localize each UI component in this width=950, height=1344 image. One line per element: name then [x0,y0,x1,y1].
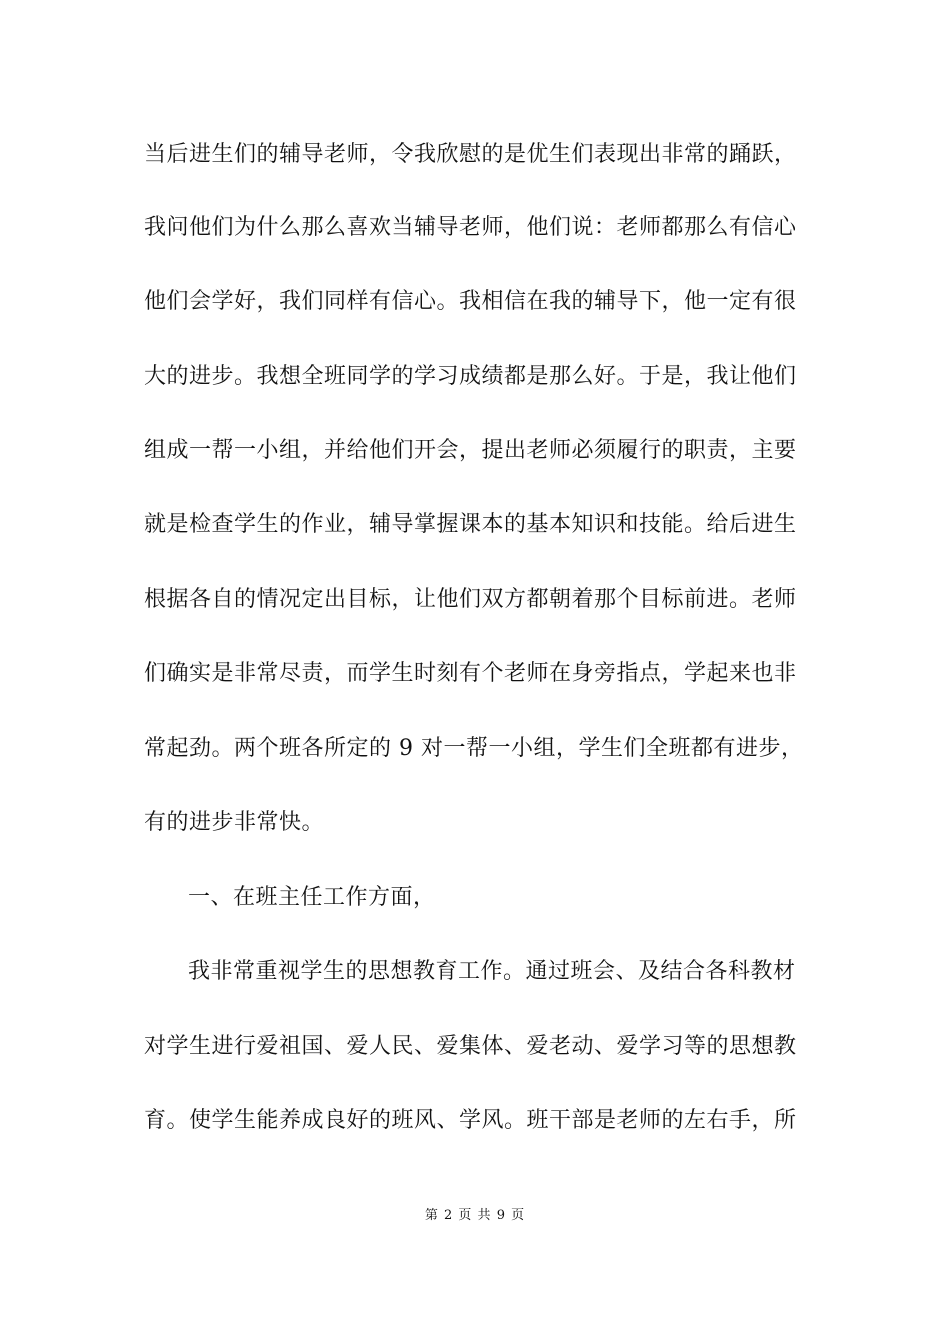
paragraph-line: 常起劲。两个班各所定的 9 对一帮一小组，学生们全班都有进步， [144,736,804,761]
paragraph-line: 们确实是非常尽责，而学生时刻有个老师在身旁指点，学起来也非 [144,661,797,686]
paragraph-line: 当后进生们的辅导老师，令我欣慰的是优生们表现出非常的踊跃， [144,142,797,167]
paragraph-line: 有的进步非常快。 [144,810,325,835]
paragraph-line: 育。使学生能养成良好的班风、学风。班干部是老师的左右手，所 [144,1108,797,1133]
paragraph-line: 大的进步。我想全班同学的学习成绩都是那么好。于是，我让他们 [144,364,797,389]
page-number-footer: 第 2 页 共 9 页 [424,1208,526,1223]
paragraph-line: 我问他们为什么那么喜欢当辅导老师，他们说：老师都那么有信心 [144,215,797,240]
paragraph-line: 根据各自的情况定出目标，让他们双方都朝着那个目标前进。老师 [144,587,797,612]
section-heading: 一、在班主任工作方面， [188,885,436,910]
paragraph-line: 我非常重视学生的思想教育工作。通过班会、及结合各科教材 [188,959,796,984]
paragraph-line: 就是检查学生的作业，辅导掌握课本的基本知识和技能。给后进生 [144,512,797,537]
paragraph-line: 组成一帮一小组，并给他们开会，提出老师必须履行的职责，主要 [144,438,797,463]
paragraph-line: 他们会学好，我们同样有信心。我相信在我的辅导下，他一定有很 [144,289,797,314]
paragraph-line: 对学生进行爱祖国、爱人民、爱集体、爱老动、爱学习等的思想教 [144,1034,797,1059]
